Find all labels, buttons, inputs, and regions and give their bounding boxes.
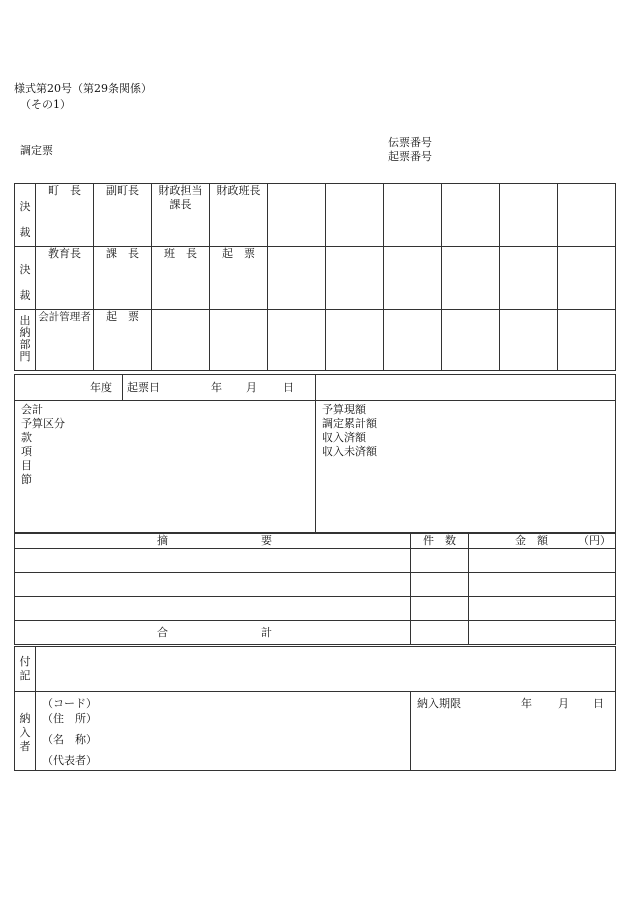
summary-desc-char1: 摘 xyxy=(157,534,168,547)
payer-code-label: （コード） xyxy=(42,697,97,710)
budget-unreceived-label: 収入未済額 xyxy=(322,445,377,458)
approval-superintendent: 教育長 xyxy=(36,247,94,310)
budget-account-label: 会計 xyxy=(21,403,43,416)
approval-seal-box[interactable] xyxy=(210,310,268,371)
budget-table xyxy=(14,374,616,533)
slip-number-label: 伝票番号 xyxy=(388,136,432,149)
payment-deadline-label: 納入期限 xyxy=(417,697,461,710)
summary-table xyxy=(14,533,616,645)
payer-address-label: （住 所） xyxy=(42,712,97,725)
draft-day-label: 日 xyxy=(283,381,294,394)
summary-header-count: 件 数 xyxy=(411,534,469,549)
summary-total-count[interactable] xyxy=(411,621,469,645)
payment-deadline-field[interactable] xyxy=(411,692,616,771)
approval-seal-box[interactable] xyxy=(268,310,326,371)
summary-row-amount[interactable] xyxy=(469,573,616,597)
summary-row-count[interactable] xyxy=(411,549,469,573)
approval-seal-box[interactable] xyxy=(558,247,616,310)
notes-label-cell xyxy=(15,647,36,692)
payer-info-field[interactable] xyxy=(36,692,411,771)
summary-desc-char2: 要 xyxy=(261,534,272,547)
approval-finance-director-text: 財政担当 課長 xyxy=(158,184,203,211)
approval-seal-box[interactable] xyxy=(384,184,442,247)
approval-seal-box[interactable] xyxy=(500,247,558,310)
approval-seal-box[interactable] xyxy=(326,184,384,247)
approval-seal-box[interactable] xyxy=(268,184,326,247)
budget-left-box[interactable] xyxy=(15,401,316,533)
approval-finance-chief: 財政班長 xyxy=(210,184,268,247)
approval-seal-box[interactable] xyxy=(500,184,558,247)
payer-name-label: （名 称） xyxy=(42,733,97,746)
approval-row3-text: 出納部門 xyxy=(19,314,31,363)
approval-row3-drafter: 起 票 xyxy=(94,310,152,371)
budget-kou-label: 項 xyxy=(21,445,32,458)
summary-total-char2: 計 xyxy=(261,626,272,639)
approval-row2-text: 決裁 xyxy=(19,263,31,302)
summary-row-amount[interactable] xyxy=(469,597,616,621)
summary-row-desc[interactable] xyxy=(15,597,411,621)
approval-seal-box[interactable] xyxy=(442,247,500,310)
summary-row-desc[interactable] xyxy=(15,549,411,573)
deadline-year-label: 年 xyxy=(521,697,532,710)
approval-row1-label xyxy=(15,184,36,247)
budget-right-box[interactable] xyxy=(316,401,616,533)
budget-kan-label: 款 xyxy=(21,431,32,444)
summary-row-amount[interactable] xyxy=(469,549,616,573)
draft-number-label: 起票番号 xyxy=(388,150,432,163)
approval-table xyxy=(14,183,616,371)
summary-row-count[interactable] xyxy=(411,573,469,597)
date-blank-cell[interactable] xyxy=(316,375,616,401)
payer-representative-label: （代表者） xyxy=(42,754,97,767)
summary-total-char1: 合 xyxy=(157,626,168,639)
notes-label: 付記 xyxy=(19,655,31,682)
summary-total-amount[interactable] xyxy=(469,621,616,645)
approval-seal-box[interactable] xyxy=(326,310,384,371)
form-number: 様式第20号（第29条関係） xyxy=(14,82,152,95)
approval-section-chief: 課 長 xyxy=(94,247,152,310)
budget-category-label: 予算区分 xyxy=(21,417,65,430)
budget-setsu-label: 節 xyxy=(21,473,32,486)
payer-label: 納入者 xyxy=(19,712,31,753)
approval-seal-box[interactable] xyxy=(384,310,442,371)
form-sub: （その1） xyxy=(20,98,71,111)
budget-current-amount-label: 予算現額 xyxy=(322,403,366,416)
budget-received-label: 収入済額 xyxy=(322,431,366,444)
approval-team-leader: 班 長 xyxy=(152,247,210,310)
approval-seal-box[interactable] xyxy=(442,310,500,371)
notes-field[interactable] xyxy=(36,647,616,692)
approval-row3-label xyxy=(15,310,36,371)
summary-row-count[interactable] xyxy=(411,597,469,621)
summary-row-desc[interactable] xyxy=(15,573,411,597)
notes-table xyxy=(14,646,616,692)
summary-header-description xyxy=(15,534,411,549)
summary-header-amount xyxy=(469,534,616,549)
summary-total-label-cell xyxy=(15,621,411,645)
approval-seal-box[interactable] xyxy=(558,184,616,247)
draft-month-label: 月 xyxy=(246,381,257,394)
budget-cumulative-label: 調定累計額 xyxy=(322,417,377,430)
budget-moku-label: 目 xyxy=(21,459,32,472)
fiscal-year-label: 年度 xyxy=(90,380,112,394)
deadline-day-label: 日 xyxy=(593,697,604,710)
approval-seal-box[interactable] xyxy=(152,310,210,371)
approval-row1-text: 決裁 xyxy=(19,200,31,239)
approval-seal-box[interactable] xyxy=(500,310,558,371)
draft-date-field[interactable] xyxy=(123,375,316,401)
approval-row2-label xyxy=(15,247,36,310)
draft-date-label: 起票日 xyxy=(127,381,160,394)
approval-mayor: 町 長 xyxy=(36,184,94,247)
approval-deputy-mayor: 副町長 xyxy=(94,184,152,247)
summary-unit-label: （円） xyxy=(578,534,611,547)
approval-seal-box[interactable] xyxy=(558,310,616,371)
approval-seal-box[interactable] xyxy=(384,247,442,310)
deadline-month-label: 月 xyxy=(558,697,569,710)
approval-seal-box[interactable] xyxy=(326,247,384,310)
approval-drafter: 起 票 xyxy=(210,247,268,310)
page-title: 調定票 xyxy=(20,144,53,157)
approval-accounting-manager: 会計管理者 xyxy=(36,310,94,371)
summary-amount-label: 金 額 xyxy=(515,534,548,547)
draft-year-label: 年 xyxy=(211,381,222,394)
payer-table xyxy=(14,691,616,771)
approval-seal-box[interactable] xyxy=(442,184,500,247)
payer-label-cell xyxy=(15,692,36,771)
approval-seal-box[interactable] xyxy=(268,247,326,310)
approval-finance-director xyxy=(152,184,210,247)
fiscal-year-field[interactable] xyxy=(15,375,123,401)
